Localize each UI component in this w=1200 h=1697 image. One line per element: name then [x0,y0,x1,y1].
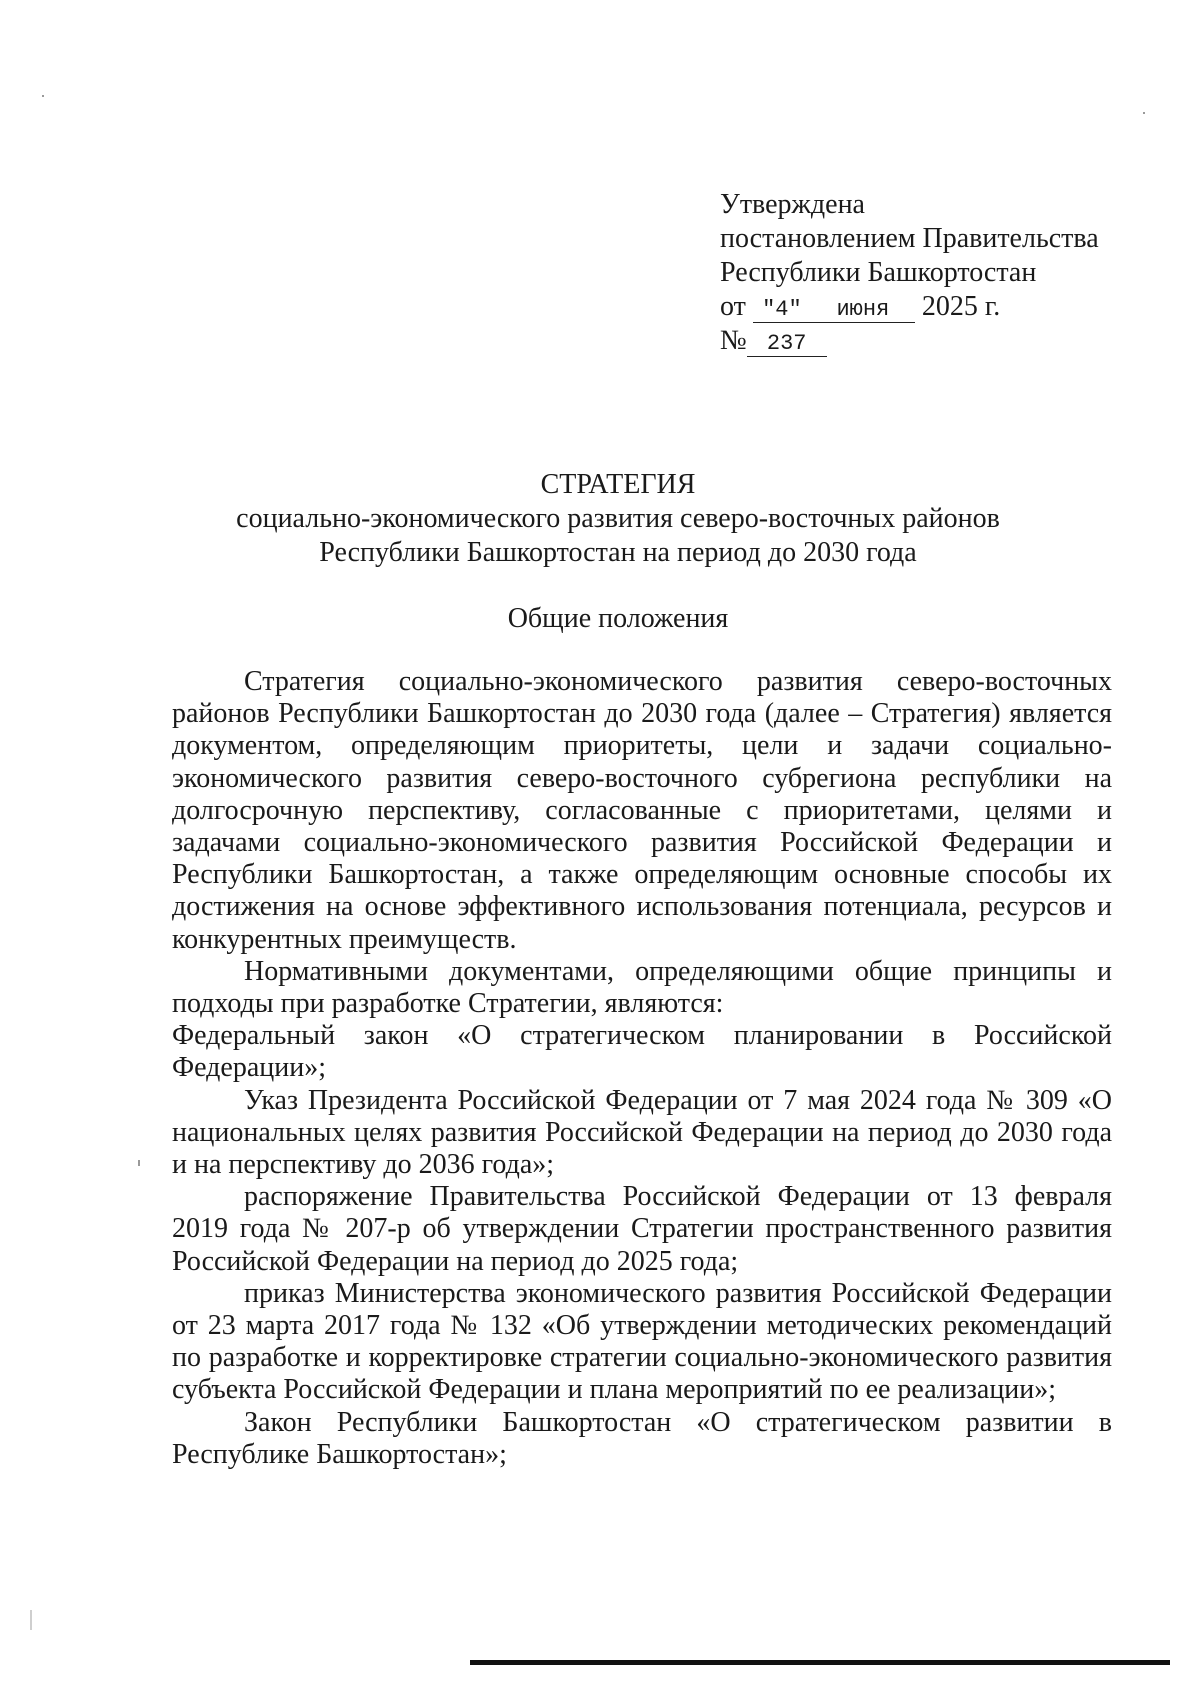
approval-line-decree: постановлением Правительства [720,223,1099,254]
approval-date [720,290,1099,324]
scan-speck [42,95,44,97]
title-subtitle-line1: социально-экономического развития северо-восточных районов [236,503,1000,534]
decree-number: 237 [747,332,827,357]
paragraph: Стратегия социально-экономического развития северо-восточных районов Республики Башкортостан до 2030 года (далее – Стратегия) является документом, определяющим приоритеты, цели и задачи социально-экономического развития северо-восточного субрегиона республики на долгосрочную перспективу, согласованные с приоритетами, целями и задачами социально-экономического развития Российской Федерации и Республики Башкортостан, а также определяющим основные способы их достижения на основе эффективного использования потенциала, ресурсов и конкурентных преимуществ. [172,666,1112,955]
paragraph: распоряжение Правительства Российской Федерации от 13 февраля 2019 года № 207-р об утверждении Стратегии пространственного развития Российской Федерации на период до 2025 года; [172,1181,1112,1277]
date-year: 2025 г. [921,291,1001,322]
scan-edge-line [470,1660,1170,1665]
title-main: СТРАТЕГИЯ [540,469,696,500]
paragraph: Нормативными документами, определяющими общие принципы и подходы при разработке Стратегии, являются: [172,955,1112,1020]
date-prefix: от [720,291,746,322]
scan-speck [30,1610,32,1630]
scan-speck [1143,112,1145,114]
date-day: "4" [753,298,811,323]
date-month: июня [811,298,915,323]
section-heading: Общие положения [507,603,729,634]
paragraph: Указ Президента Российской Федерации от 7 мая 2024 года № 309 «О национальных целях развития Российской Федерации на период до 2030 года и на перспективу до 2036 года»; [172,1084,1112,1181]
paragraph: Закон Республики Башкортостан «О стратегическом развитии в Республике Башкортостан»; [172,1406,1112,1470]
paragraph: Федеральный закон «О стратегическом планировании в Российской Федерации»; [172,1020,1112,1084]
number-sign: № [720,325,747,356]
title-subtitle-line2: Республики Башкортостан на период до 2030 года [319,537,917,568]
document-body [172,666,1112,1471]
paragraph: приказ Министерства экономического развития Российской Федерации от 23 марта 2017 года № 132 «Об утверждении методических рекомендаций по разработке и корректировке стратегии социально-экономического развития субъекта Российской Федерации и плана мероприятий по ее реализации»; [172,1277,1112,1406]
document-title [150,468,1086,570]
approval-stamp [720,188,1099,358]
approval-line-republic: Республики Башкортостан [720,257,1037,288]
approval-number [720,324,1099,358]
approval-line-approved: Утверждена [720,189,865,220]
scan-speck [138,1160,140,1166]
